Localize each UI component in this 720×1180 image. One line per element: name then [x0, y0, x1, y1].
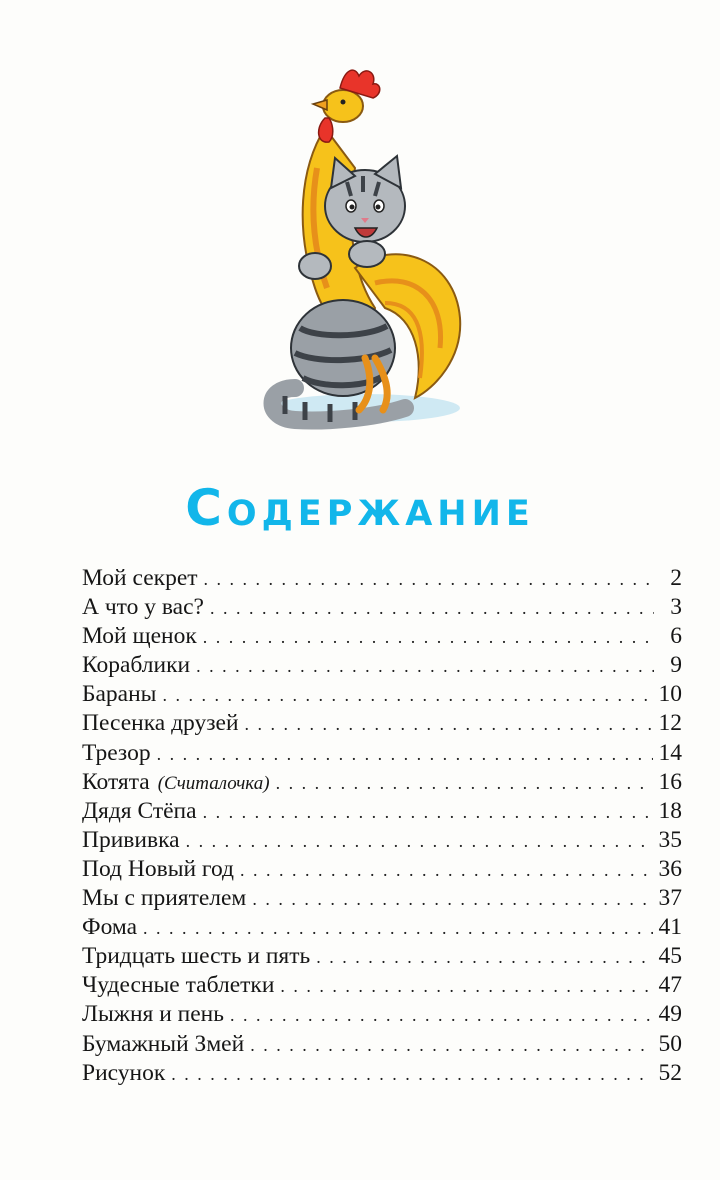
toc-entry	[82, 884, 682, 913]
toc-entry	[82, 709, 682, 738]
toc-entry-title: Фома	[82, 914, 138, 941]
toc-entry	[82, 1030, 682, 1059]
toc-entry-title: Кораблики	[82, 652, 191, 679]
toc-entry	[82, 971, 682, 1000]
toc-entry-note: (Считалочка)	[157, 772, 270, 794]
toc-dot-leader	[245, 710, 653, 739]
toc-entry-title: Мой щенок	[82, 623, 197, 650]
toc-entry-title: Дядя Стёпа	[82, 797, 197, 824]
toc-entry-title: Тридцать шесть и пять	[82, 943, 311, 970]
toc-entry	[82, 826, 682, 855]
toc-entry-page: 16	[658, 768, 682, 795]
toc-dot-leader	[280, 972, 652, 1001]
toc-dot-leader	[186, 827, 653, 856]
toc-entry-page: 18	[658, 797, 682, 824]
toc-entry	[82, 651, 682, 680]
toc-entry-title: Чудесные таблетки	[82, 972, 275, 999]
toc-dot-leader	[316, 943, 652, 972]
toc-entry-page: 2	[670, 565, 682, 591]
toc-dot-leader	[203, 623, 654, 652]
toc-entry-page: 14	[658, 739, 682, 766]
toc-entry-page: 50	[658, 1030, 682, 1057]
table-of-contents	[82, 564, 682, 1088]
toc-entry-title: Лыжня и пень	[82, 1001, 224, 1028]
toc-entry-page: 12	[658, 710, 682, 737]
toc-entry-title: Мой секрет	[82, 565, 198, 591]
toc-entry-page: 10	[658, 681, 682, 708]
toc-entry-page: 41	[658, 914, 682, 941]
toc-entry-title: Прививка	[82, 826, 180, 853]
toc-entry-page: 45	[658, 943, 682, 970]
toc-dot-leader	[250, 1031, 652, 1060]
toc-dot-leader	[171, 1060, 652, 1089]
toc-entry-title: Бумажный Змей	[82, 1030, 245, 1057]
toc-entry-title: Бараны	[82, 681, 157, 708]
toc-entry	[82, 680, 682, 709]
toc-dot-leader	[162, 681, 652, 710]
toc-entry	[82, 797, 682, 826]
toc-entry-page: 6	[670, 623, 682, 650]
cat-and-rooster-icon	[255, 58, 465, 438]
toc-entry	[82, 768, 682, 797]
toc-entry-page: 49	[658, 1001, 682, 1028]
toc-entry-title: Под Новый год	[82, 855, 235, 882]
toc-entry	[82, 913, 682, 942]
toc-dot-leader	[143, 914, 652, 943]
toc-dot-leader	[196, 652, 654, 681]
toc-entry-title: Мы с приятелем	[82, 885, 247, 912]
toc-dot-leader	[204, 565, 654, 594]
toc-entry	[82, 1000, 682, 1029]
toc-entry-title: Рисунок	[82, 1059, 166, 1086]
toc-entry	[82, 564, 682, 593]
toc-entry-title: Котята	[82, 768, 150, 795]
toc-entry-page: 9	[670, 652, 682, 679]
toc-entry	[82, 942, 682, 971]
toc-dot-leader	[240, 856, 652, 885]
toc-dot-leader	[203, 798, 653, 827]
cat-and-rooster-illustration	[255, 58, 465, 438]
toc-entry	[82, 855, 682, 884]
toc-entry-title: Песенка друзей	[82, 710, 239, 737]
toc-entry-title: Трезор	[82, 739, 151, 766]
toc-entry	[82, 593, 682, 622]
toc-entry-page: 3	[670, 594, 682, 621]
page-title: Содержание	[185, 479, 535, 537]
toc-entry-title: А что у вас?	[82, 594, 204, 621]
toc-entry-page: 35	[658, 826, 682, 853]
toc-dot-leader	[157, 740, 653, 769]
toc-entry-page: 37	[658, 885, 682, 912]
toc-entry-page: 47	[658, 972, 682, 999]
toc-dot-leader	[230, 1001, 653, 1030]
toc-entry	[82, 622, 682, 651]
toc-dot-leader	[252, 885, 652, 914]
toc-entry	[82, 1059, 682, 1088]
toc-dot-leader	[276, 769, 653, 798]
toc-dot-leader	[210, 594, 654, 623]
toc-entry	[82, 739, 682, 768]
toc-entry-page: 36	[658, 855, 682, 882]
toc-entry-page: 52	[658, 1059, 682, 1086]
